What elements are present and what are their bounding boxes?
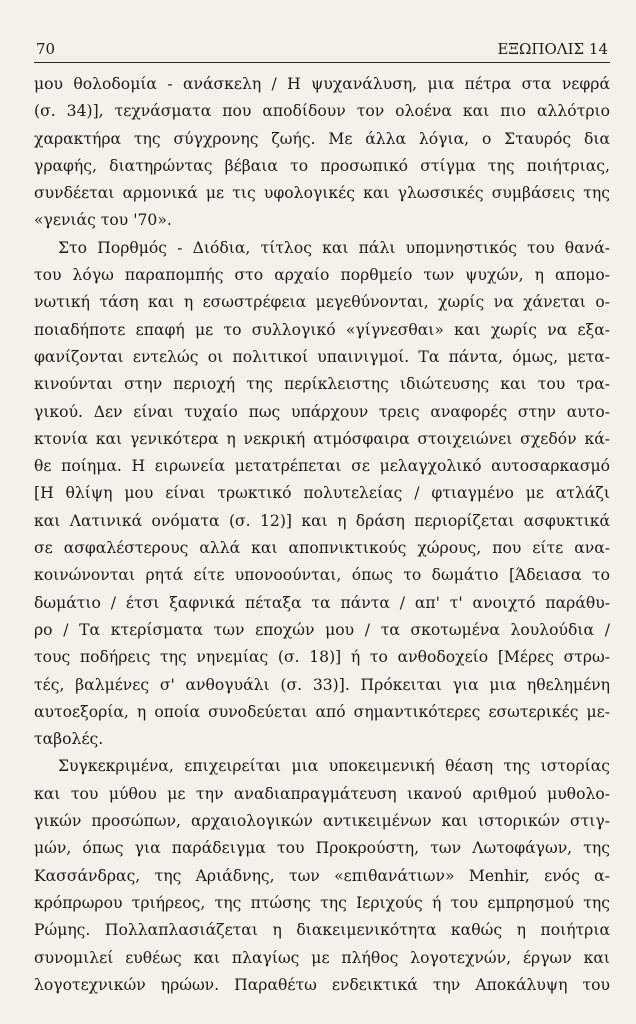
text-line: Κασσάνδρας, της Αριάδνης, των «επιθανάτιων» Menhir, ενός α- [34, 866, 610, 885]
text-line: και Λατινικά ονόματα (σ. 12)] και η δράση περιορίζεται ασφυκτικά [34, 511, 610, 530]
text-line: φανίζονται εντελώς οι πολιτικοί υπαινιγμοί. Τα πάντα, όμως, μετα- [34, 347, 610, 366]
page-number: 70 [36, 40, 56, 58]
text-line: κρόπρωρου τριήρεος, της πτώσης της Ιεριχούς ή του εμπρησμού της [34, 893, 610, 912]
paragraph [34, 753, 610, 999]
paragraph [34, 235, 610, 754]
text-line: Ρώμης. Πολλαπλασιάζεται η διακειμενικότητα καθώς η ποιήτρια [34, 921, 610, 940]
text-line: [Η θλίψη μου είναι τρωκτικό πολυτελείας / φτιαγμένο με ατλάζι [34, 484, 610, 503]
text-line: χαρακτήρα της σύγχρονης ζωής. Με άλλα λόγια, ο Σταυρός δια [34, 129, 610, 148]
text-line: και του μύθου με την αναδιαπραγμάτευση ικανού αριθμού μυθολο- [34, 784, 610, 803]
paragraph [34, 71, 610, 235]
text-line: του λόγω παραπομπής στο αρχαίο πορθμείο των ψυχών, η απομο- [34, 266, 610, 285]
body-text [34, 71, 610, 999]
text-line: Στο Πορθμός - Διόδια, τίτλος και πάλι υπομνηστικός του θανά- [58, 238, 610, 257]
text-line: συνδέεται αρμονικά με τις υφολογικές και γλωσσικές συμβάσεις της [34, 184, 610, 203]
text-line: δωμάτιο / έτσι ξαφνικά πέταξα τα πάντα / απ' τ' ανοιχτό παράθυ- [34, 593, 610, 612]
text-line: αυτοεξορία, η οποία συνοδεύεται από σημαντικότερες εσωτερικές με- [34, 702, 610, 721]
text-line: Συγκεκριμένα, επιχειρείται μια υποκειμενική θέαση της ιστορίας [58, 757, 610, 776]
text-line: ποιαδήποτε επαφή με το συλλογικό «γίγνεσθαι» και χωρίς να εξα- [34, 320, 610, 339]
text-line: νωτική τάση και η εσωστρέφεια μεγεθύνονται, χωρίς να χάνεται ο- [34, 293, 610, 312]
text-line: γικών προσώπων, αρχαιολογικών αντικειμένων και ιστορικών στιγ- [34, 812, 610, 831]
text-line: λογοτεχνικών ηρώων. Παραθέτω ενδεικτικά την Αποκάλυψη του [34, 975, 610, 994]
text-line: (σ. 34)], τεχνάσματα που αποδίδουν τον ολοένα και πιο αλλότριο [34, 102, 610, 121]
text-line: γραφής, διατηρώντας βέβαια το προσωπικό στίγμα της ποιήτριας, [34, 156, 610, 175]
text-line: τές, βαλμένες σ' ανθογυάλι (σ. 33)]. Πρόκειται για μια ηθελημένη [34, 675, 610, 694]
text-line: γικού. Δεν είναι τυχαίο πως υπάρχουν τρεις αναφορές στην αυτο- [34, 402, 610, 421]
text-line: μου θολοδομία - ανάσκελη / Η ψυχανάλυση, μια πέτρα στα νεφρά [34, 75, 610, 93]
text-line: μών, όπως για παράδειγμα του Προκρούστη, των Λωτοφάγων, της [34, 839, 610, 858]
text-line: σε ασφαλέστερους αλλά και αποπνικτικούς χώρους, που είτε ανα- [34, 539, 610, 558]
text-line: τους ποδήρεις της νηνεμίας (σ. 18)] ή το ανθοδοχείο [Μέρες στρω- [34, 648, 610, 667]
text-line: κοινώνονται ρητά είτε υπονοούνται, όπως το δωμάτιο [Άδειασα το [34, 566, 610, 585]
text-line: συνομιλεί ευθέως και πλαγίως με πλήθος λογοτεχνών, έργων και [34, 948, 610, 967]
text-line: ρο / Τα κτερίσματα των εποχών μου / τα σκοτωμένα λουλούδια / [34, 620, 610, 639]
text-line: κινούνται στην περιοχή της περίκλειστης ιδιώτευσης και του τρα- [34, 375, 610, 394]
journal-title: ΕΞΩΠΟΛΙΣ 14 [497, 40, 608, 58]
text-line: θε ποίημα. Η ειρωνεία μετατρέπεται σε μελαγχολικό αυτοσαρκασμό [34, 457, 610, 476]
running-header [34, 40, 610, 63]
text-line: «γενιάς του '70». [34, 211, 172, 230]
text-line: ταβολές. [34, 730, 104, 749]
text-line: κτονία και γενικότερα η νεκρική ατμόσφαιρα στοιχειώνει σχεδόν κά- [34, 429, 610, 448]
